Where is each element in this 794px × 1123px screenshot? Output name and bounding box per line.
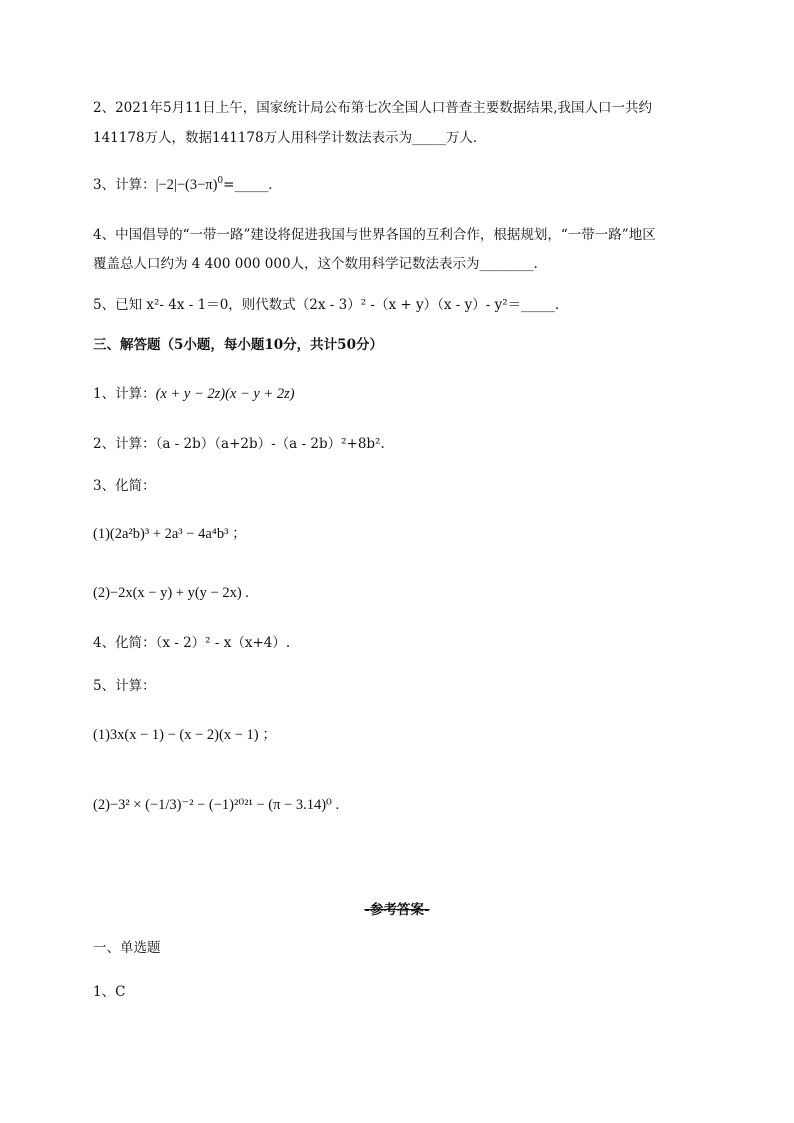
answers-heading: -参考答案- bbox=[364, 902, 430, 918]
fill-q3-suffix: =_____． bbox=[223, 177, 282, 193]
solve-q3-part1: (1)(2a²b)³ + 2a³ − 4a⁴b³ ； bbox=[93, 526, 247, 542]
fill-q3-prefix: 3、计算： bbox=[93, 177, 156, 193]
answers-section1: 一、单选题 bbox=[93, 940, 161, 956]
solve-q5-part1: (1)3x(x − 1) − (x − 2)(x − 1) ； bbox=[93, 727, 277, 743]
fill-q3-expr: |−2|−(3−π) bbox=[155, 177, 218, 193]
solve-q5-part2: (2)−3² × (−1/3)⁻² − (−1)²⁰²¹ − (π − 3.14)⁰ . bbox=[93, 797, 340, 813]
solve-q5-title: 5、计算： bbox=[93, 678, 156, 694]
solve-q2-expr: （a - 2b）（a+2b）-（a - 2b）²+8b². bbox=[155, 436, 385, 452]
solve-q3-title: 3、化简： bbox=[93, 478, 156, 494]
fill-q4-line1: 4、中国倡导的“一带一路”建设将促进我国与世界各国的互利合作，根据规划，“一带一路”地区 bbox=[93, 227, 656, 243]
solve-q2 bbox=[93, 434, 385, 454]
fill-q3-exp: 0 bbox=[217, 176, 224, 186]
fill-q2-line1: 2、2021年5月11日上午，国家统计局公布第七次全国人口普查主要数据结果,我国人口一共约 bbox=[93, 100, 653, 116]
solve-q2-prefix: 2、计算： bbox=[93, 436, 156, 452]
fill-q4-line2: 覆盖总人口约为 4 400 000 000人，这个数用科学记数法表示为________. bbox=[93, 256, 538, 272]
solve-q4: 4、化简：（x - 2）² - x（x+4）. bbox=[93, 635, 291, 651]
section3-title: 三、解答题（5小题，每小题10分，共计50分） bbox=[93, 337, 383, 353]
solve-q1 bbox=[93, 384, 295, 404]
fill-q5: 5、已知 x²- 4x - 1＝0，则代数式（2x - 3）² -（x + y）（x - y）- y²＝_____. bbox=[93, 297, 560, 313]
answer-1: 1、C bbox=[93, 984, 126, 1000]
fill-q2-line2: 141178万人，数据141178万人用科学计数法表示为_____万人． bbox=[93, 130, 487, 146]
fill-q3 bbox=[93, 175, 282, 195]
solve-q1-prefix: 1、计算： bbox=[93, 386, 156, 402]
solve-q1-expr: (x + y − 2z)(x − y + 2z) bbox=[155, 386, 295, 402]
solve-q3-part2: (2)−2x(x − y) + y(y − 2x) . bbox=[93, 585, 249, 601]
